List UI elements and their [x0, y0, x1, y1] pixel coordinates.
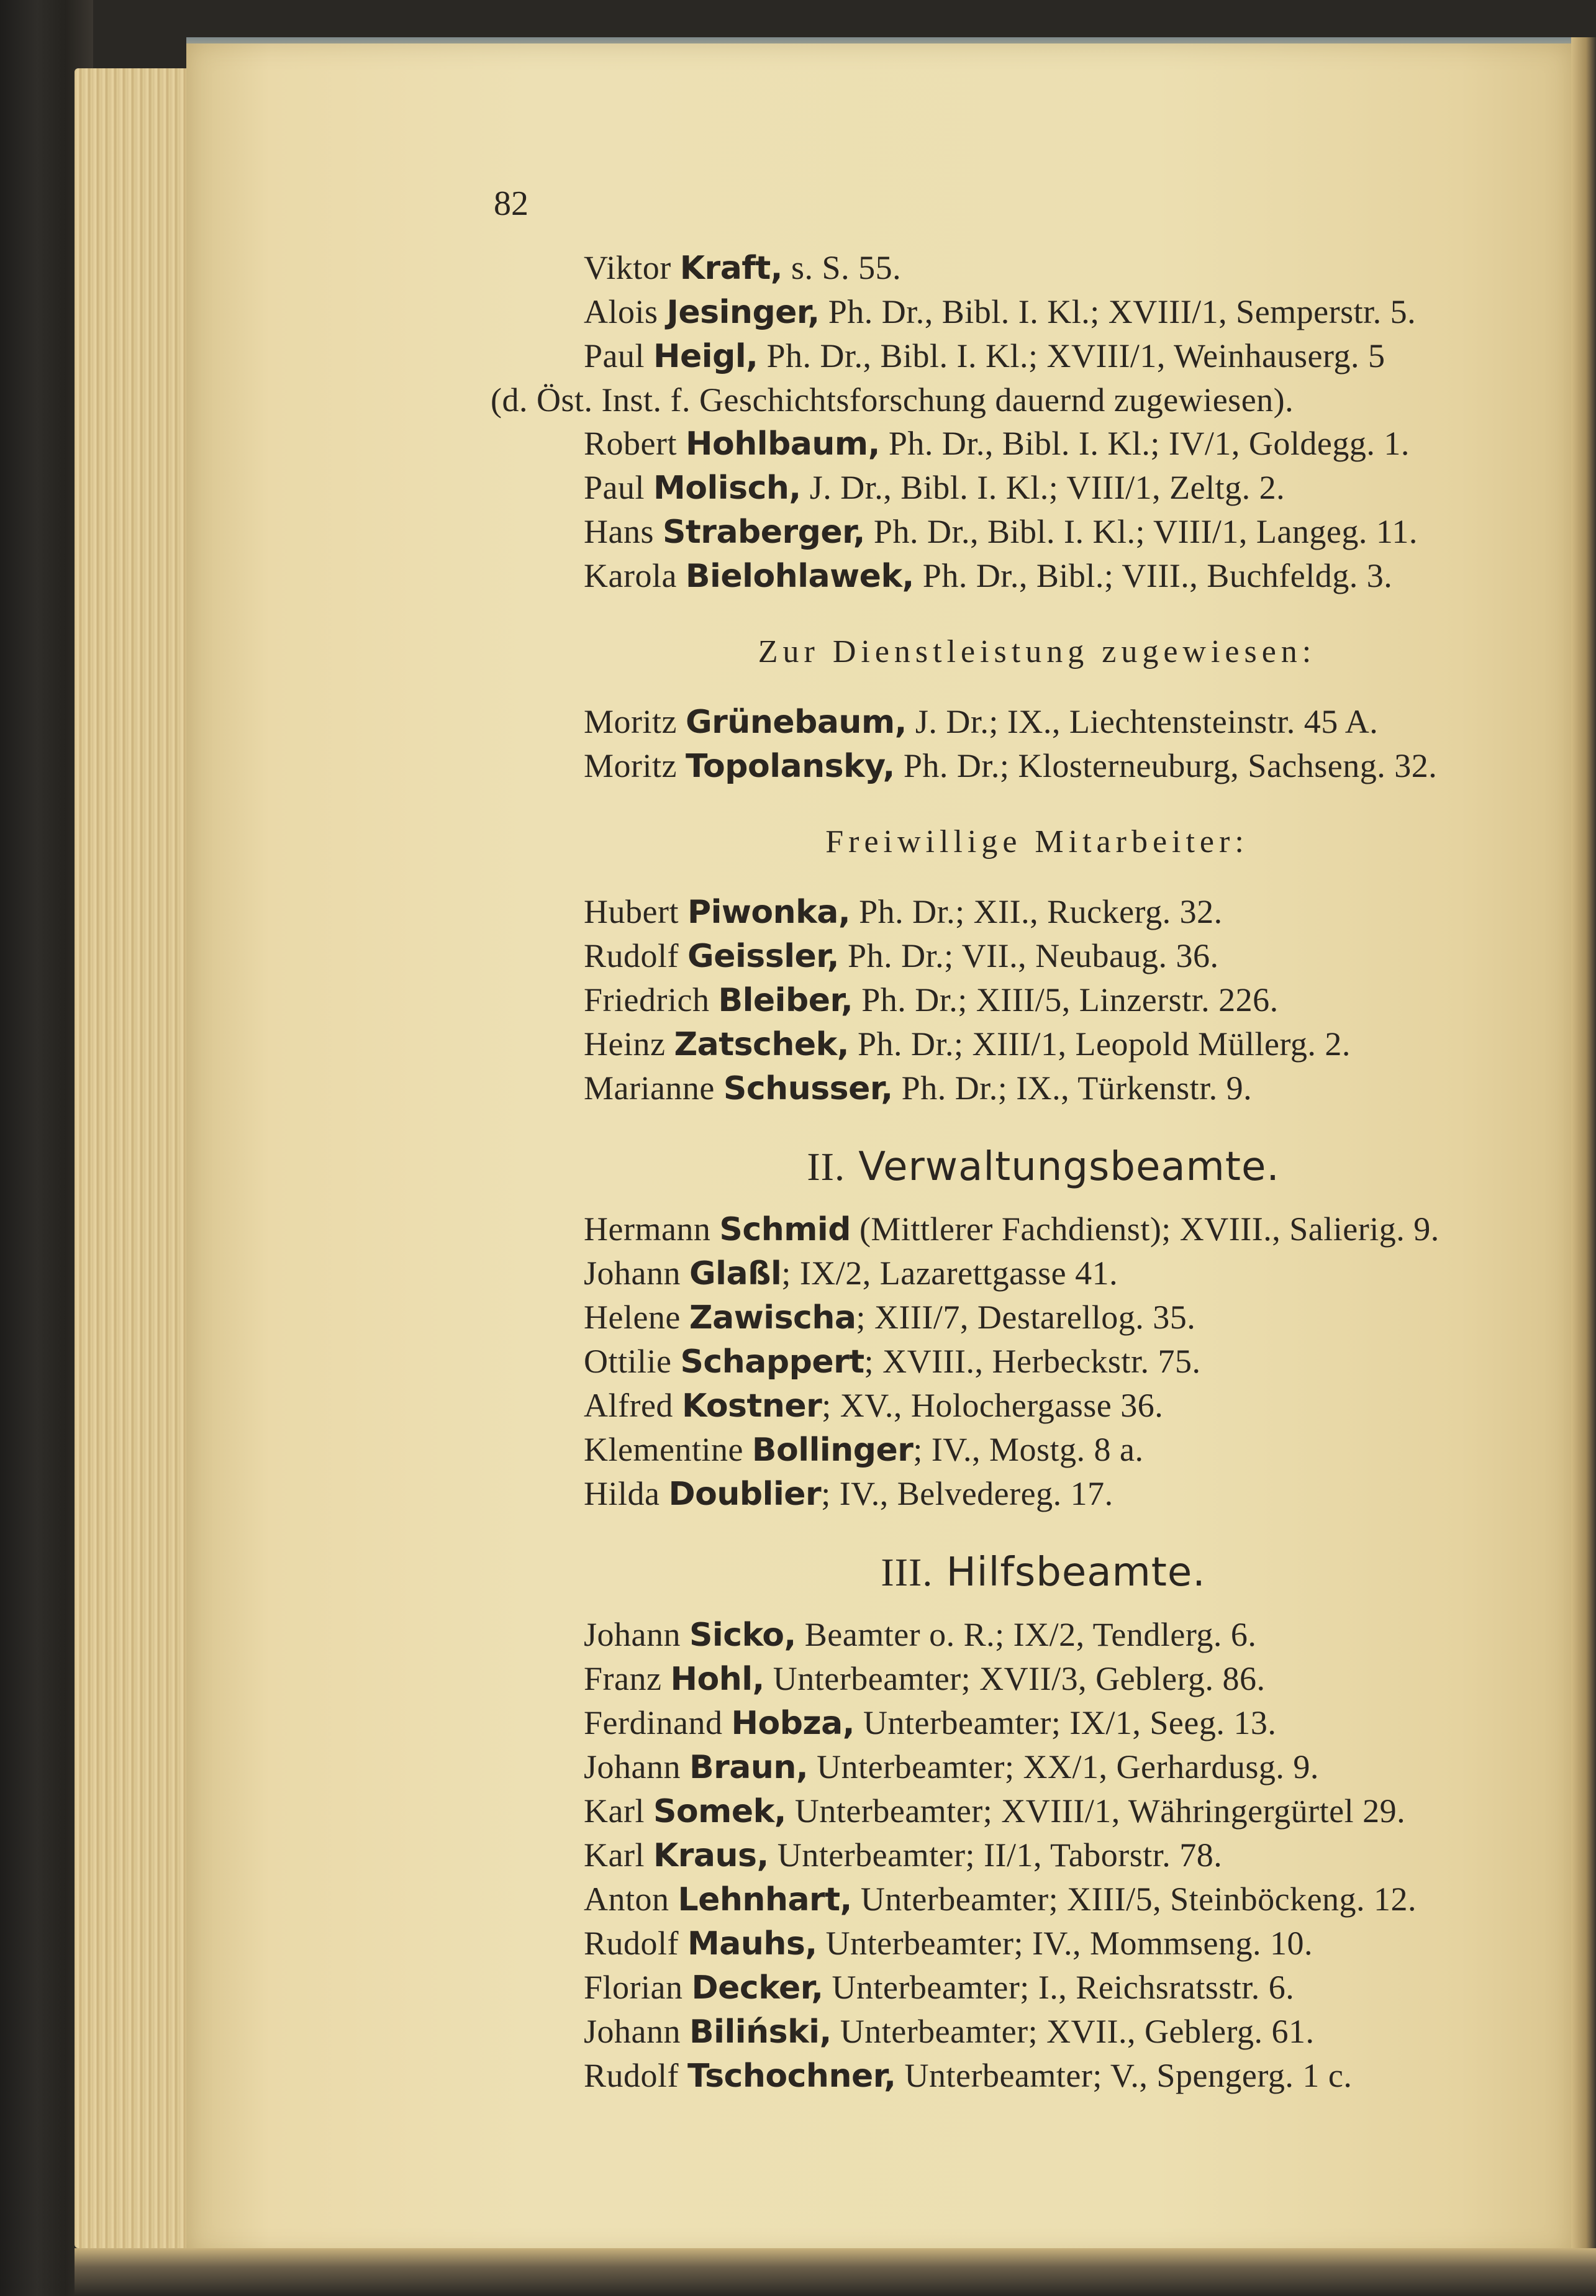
entry-line — [491, 744, 1509, 788]
entry-line — [491, 1340, 1509, 1384]
entry-details: ; XIII/7, Destarellog. 35. — [856, 1299, 1196, 1336]
entry-first-name: Friedrich — [584, 981, 710, 1019]
entry-surname: Jesinger, — [666, 294, 820, 331]
entry-details: ; IV., Belvedereg. 17. — [821, 1475, 1113, 1512]
staff-list-verwaltungsbeamte — [491, 1207, 1509, 1516]
subheading-freiwillige: Freiwillige Mitarbeiter: — [825, 824, 1249, 860]
entry-line — [491, 1833, 1509, 1877]
entry-surname: Glaßl — [689, 1255, 782, 1292]
entry-surname: Tschochner, — [687, 2058, 896, 2095]
entry-first-name: Rudolf — [584, 2057, 679, 2094]
entry-details: Ph. Dr., Bibl. I. Kl.; IV/1, Goldegg. 1. — [879, 425, 1410, 462]
section-title: Verwaltungsbeamte. — [858, 1144, 1280, 1190]
entry-line — [491, 700, 1509, 744]
page-number: 82 — [494, 184, 528, 223]
entry-first-name: Rudolf — [584, 1925, 679, 1962]
entry-surname: Sicko, — [689, 1617, 796, 1654]
entry-surname: Somek, — [653, 1793, 786, 1830]
entry-surname: Bielohlawek, — [685, 558, 914, 595]
entry-surname: Hohlbaum, — [685, 425, 880, 463]
entry-first-name: Helene — [584, 1299, 681, 1336]
entry-details: Beamter o. R.; IX/2, Tendlerg. 6. — [796, 1616, 1257, 1653]
entry-line — [491, 554, 1509, 598]
entry-details: ; XVIII., Herbeckstr. 75. — [864, 1343, 1201, 1380]
entry-surname: Decker, — [691, 1969, 823, 2007]
entry-details: Ph. Dr., Bibl. I. Kl.; VIII/1, Langeg. 11. — [864, 513, 1418, 550]
entry-details: ; IX/2, Lazarettgasse 41. — [781, 1255, 1118, 1292]
entry-surname: Biliński, — [689, 2013, 832, 2051]
entry-first-name: Hilda — [584, 1475, 660, 1512]
entry-line — [491, 1877, 1509, 1922]
entry-details: Unterbeamter; XVII., Geblerg. 61. — [831, 2013, 1315, 2050]
entry-line — [491, 1745, 1509, 1789]
subheading-dienstleistung: Zur Dienstleistung zugewiesen: — [758, 634, 1317, 669]
entry-details: J. Dr., Bibl. I. Kl.; VIII/1, Zeltg. 2. — [800, 469, 1285, 506]
entry-first-name: Alfred — [584, 1387, 673, 1424]
entry-first-name: Johann — [584, 1748, 681, 1786]
entry-line — [491, 1022, 1509, 1066]
entry-surname: Zawischa — [689, 1299, 856, 1336]
entry-surname: Bleiber, — [718, 982, 853, 1019]
entry-line — [491, 1207, 1509, 1251]
entry-surname: Geissler, — [687, 938, 840, 975]
entry-line — [491, 466, 1509, 510]
entry-line — [491, 978, 1509, 1022]
entry-first-name: Johann — [584, 1616, 681, 1653]
entry-first-name: Florian — [584, 1969, 683, 2006]
entry-details: Unterbeamter; XVIII/1, Währingergürtel 29. — [786, 1792, 1406, 1830]
entry-details: ; IV., Mostg. 8 a. — [913, 1431, 1144, 1468]
entry-details: Unterbeamter; XVII/3, Geblerg. 86. — [764, 1660, 1266, 1697]
entry-first-name: Ferdinand — [584, 1704, 723, 1741]
entry-surname: Zatschek, — [674, 1026, 849, 1063]
entry-details: ; XV., Holochergasse 36. — [822, 1387, 1164, 1424]
entry-line — [491, 290, 1509, 334]
entry-first-name: Alois — [584, 293, 658, 330]
section-heading-verwaltungsbeamte — [491, 1145, 1509, 1189]
entry-surname: Straberger, — [662, 514, 865, 551]
entry-line — [491, 1966, 1509, 2010]
entry-first-name: Marianne — [584, 1069, 715, 1107]
entry-line — [491, 1701, 1509, 1745]
entry-details: Ph. Dr., Bibl. I. Kl.; XVIII/1, Semperstr. 5. — [819, 293, 1417, 330]
entry-line — [491, 510, 1509, 554]
entry-surname: Piwonka, — [687, 894, 851, 931]
entry-line — [491, 422, 1509, 466]
entry-first-name: Hans — [584, 513, 654, 550]
entry-details: Unterbeamter; XIII/5, Steinböckeng. 12. — [851, 1881, 1417, 1918]
entry-details: Unterbeamter; XX/1, Gerhardusg. 9. — [808, 1748, 1319, 1786]
entry-surname: Hohl, — [670, 1661, 764, 1698]
entry-first-name: Paul — [584, 469, 645, 506]
entry-details: Ph. Dr.; XII., Ruckerg. 32. — [850, 893, 1223, 930]
entry-line — [491, 1657, 1509, 1701]
entry-first-name: Karl — [584, 1792, 645, 1830]
section-title: Hilfsbeamte. — [946, 1550, 1206, 1595]
entry-line — [491, 246, 1509, 290]
entry-surname: Mauhs, — [687, 1925, 817, 1962]
entry-first-name: Karl — [584, 1836, 645, 1874]
entry-first-name: Moritz — [584, 747, 677, 784]
entry-surname: Topolansky, — [685, 748, 895, 785]
entry-surname: Schmid — [719, 1211, 851, 1248]
section-number: III. — [881, 1550, 933, 1594]
entry-details: Ph. Dr.; Klosterneuburg, Sachseng. 32. — [894, 747, 1438, 784]
entry-details: Unterbeamter; I., Reichsratsstr. 6. — [823, 1969, 1295, 2006]
entry-details: Unterbeamter; IX/1, Seeg. 13. — [855, 1704, 1277, 1741]
entry-line — [491, 378, 1509, 422]
page-bottom-edge — [75, 2248, 1596, 2296]
entry-surname: Schusser, — [723, 1070, 893, 1107]
entry-first-name: Viktor — [584, 249, 671, 286]
entry-surname: Bollinger — [751, 1432, 914, 1469]
entry-details: J. Dr.; IX., Liechtensteinstr. 45 A. — [906, 703, 1379, 740]
entry-line — [491, 2054, 1509, 2098]
entry-details: s. S. 55. — [782, 249, 902, 286]
section-number: II. — [807, 1145, 845, 1189]
staff-list-main — [491, 246, 1509, 598]
entry-line — [491, 1613, 1509, 1657]
entry-details: Unterbeamter; II/1, Taborstr. 78. — [768, 1836, 1223, 1874]
entry-details: Unterbeamter; IV., Mommseng. 10. — [817, 1925, 1313, 1962]
entry-first-name: Heinz — [584, 1025, 666, 1063]
entry-line — [491, 1472, 1509, 1516]
entry-surname: Kraft, — [679, 250, 783, 287]
entry-first-name: Ottilie — [584, 1343, 672, 1380]
staff-list-freiwillige — [491, 890, 1509, 1110]
staff-list-dienstleistung — [491, 700, 1509, 788]
entry-surname: Doublier — [668, 1476, 822, 1513]
entry-line — [491, 934, 1509, 978]
entry-first-name: Moritz — [584, 703, 677, 740]
entry-details: (Mittlerer Fachdienst); XVIII., Salierig. 9. — [850, 1210, 1440, 1248]
entry-surname: Hobza, — [731, 1705, 855, 1742]
entry-details: Ph. Dr.; XIII/5, Linzerstr. 226. — [853, 981, 1279, 1019]
entry-surname: Lehnhart, — [678, 1881, 852, 1918]
entry-first-name: Anton — [584, 1881, 669, 1918]
entry-line — [491, 2010, 1509, 2054]
entry-details: Ph. Dr., Bibl. I. Kl.; XVIII/1, Weinhauserg. 5 — [758, 337, 1385, 374]
entry-details: Ph. Dr.; VII., Neubaug. 36. — [839, 937, 1219, 974]
entry-details: Ph. Dr.; XIII/1, Leopold Müllerg. 2. — [849, 1025, 1351, 1063]
entry-surname: Schappert — [680, 1343, 864, 1381]
entry-line — [491, 1428, 1509, 1472]
entry-first-name: Klementine — [584, 1431, 743, 1468]
entry-first-name: Paul — [584, 337, 645, 374]
page-right-edge — [1571, 37, 1596, 2296]
staff-list-hilfsbeamte — [491, 1613, 1509, 2098]
entry-line — [491, 1295, 1509, 1340]
entry-first-name: Rudolf — [584, 937, 679, 974]
entry-first-name: Karola — [584, 557, 677, 594]
entry-first-name: Johann — [584, 1255, 681, 1292]
entry-first-name: Hermann — [584, 1210, 711, 1248]
entry-surname: Kostner — [681, 1387, 822, 1425]
entry-surname: Heigl, — [653, 338, 758, 375]
entry-line — [491, 1789, 1509, 1833]
page-content — [491, 186, 1509, 2098]
entry-line — [491, 1922, 1509, 1966]
entry-first-name: Johann — [584, 2013, 681, 2050]
entry-line — [491, 890, 1509, 934]
entry-surname: Kraus, — [653, 1837, 769, 1874]
entry-line — [491, 1384, 1509, 1428]
entry-first-name: Hubert — [584, 893, 679, 930]
entry-first-name: Robert — [584, 425, 677, 462]
entry-details: Ph. Dr., Bibl.; VIII., Buchfeldg. 3. — [914, 557, 1393, 594]
entry-first-name: Franz — [584, 1660, 662, 1697]
entry-continuation: (d. Öst. Inst. f. Geschichtsforschung dauernd zugewiesen). — [491, 381, 1294, 419]
entry-surname: Grünebaum, — [685, 704, 907, 741]
entry-details: Ph. Dr.; IX., Türkenstr. 9. — [892, 1069, 1253, 1107]
entry-line — [491, 334, 1509, 378]
entry-surname: Braun, — [689, 1749, 809, 1786]
entry-line — [491, 1251, 1509, 1295]
section-heading-hilfsbeamte — [491, 1551, 1509, 1594]
entry-surname: Molisch, — [653, 470, 801, 507]
entry-details: Unterbeamter; V., Spengerg. 1 c. — [895, 2057, 1353, 2094]
entry-line — [491, 1066, 1509, 1110]
